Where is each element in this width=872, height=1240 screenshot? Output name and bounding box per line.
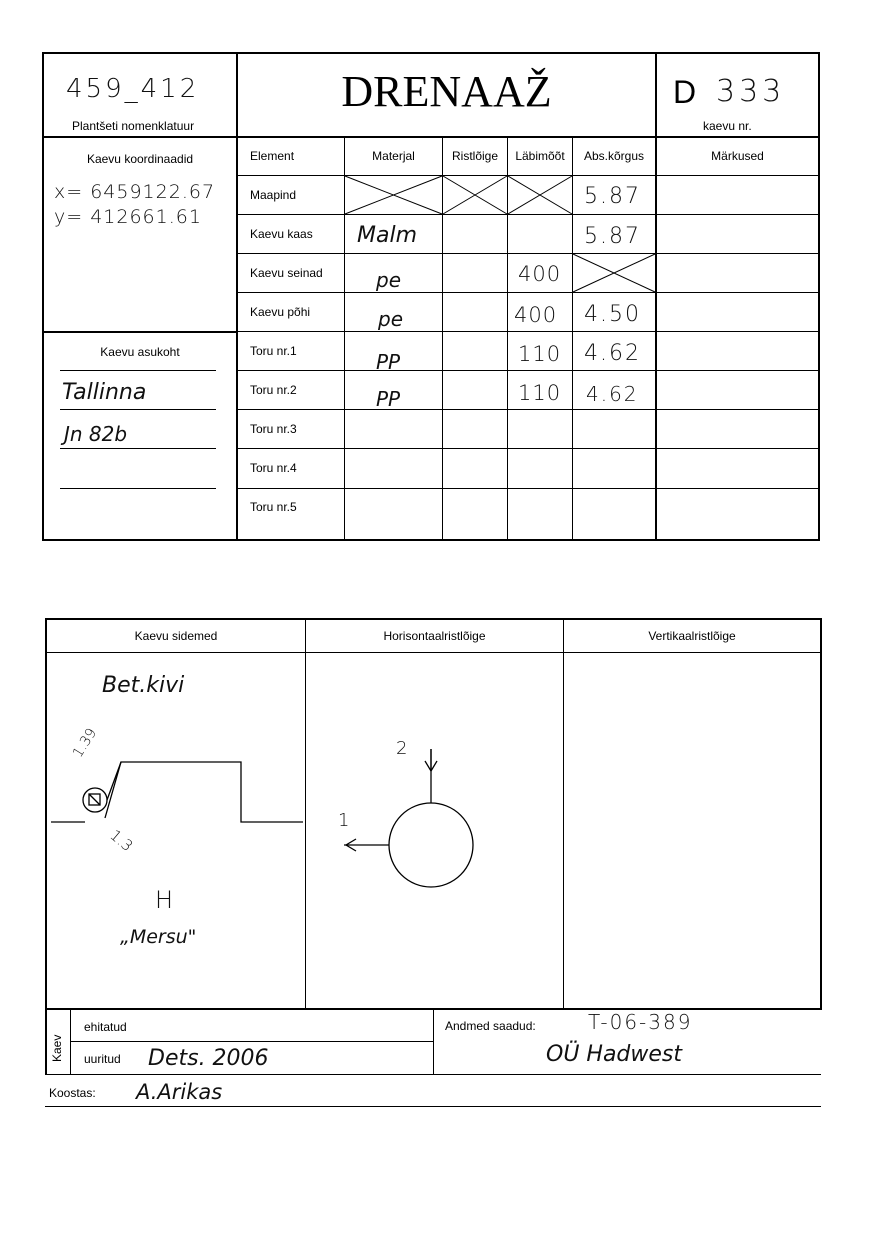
materjal-toru-1: PP [376,350,401,374]
header-abs: Abs.kõrgus [583,149,645,163]
pipe-label-left: 1 [338,810,350,831]
header-ristloige: Ristlõige [451,149,499,163]
row-element-5: Toru nr.1 [250,344,297,358]
materjal-kaevu-kaas: Malm [357,223,418,248]
col-header-sidemed: Kaevu sidemed [134,629,218,643]
labimoot-kaevu-pohi: 400 [514,303,558,327]
abs-maapind: 5.87 [584,184,641,209]
materjal-kaevu-pohi: pe [378,307,403,331]
col-header-vertikaal: Vertikaalristlõige [648,629,736,643]
row-element-2: Kaevu kaas [250,227,313,241]
abs-toru-1: 4.62 [584,341,641,366]
well-number-prefix: D [673,74,697,110]
sketch-dim-bottom: 1.3 [106,826,137,856]
ehitatud-label: ehitatud [84,1020,127,1034]
header-element: Element [250,149,295,163]
cross-marks [0,0,872,560]
coordinates-label: Kaevu koordinaadid [86,152,194,166]
pipe-label-top: 2 [396,738,408,759]
row-element-3: Kaevu seinad [250,266,323,280]
labimoot-toru-2: 110 [518,381,562,405]
uuritud-value: Dets. 2006 [148,1046,269,1071]
well-number-value: 333 [716,74,786,109]
header-labimoot: Läbimõõt [515,149,565,163]
koostas-label: Koostas: [49,1086,96,1100]
sketch-material-note: Bet.kivi [102,673,185,698]
materjal-kaevu-seinad: pe [376,268,401,292]
row-element-7: Toru nr.3 [250,422,297,436]
row-element-8: Toru nr.4 [250,461,297,475]
coordinate-y: y= 412661.61 [54,206,202,228]
col-header-horisontaal: Horisontaalristlõige [383,629,486,643]
kaev-label: Kaev [50,1034,64,1062]
sheet-nomenclature-value: 459_412 [66,74,200,104]
andmed-value-1: T-06-389 [588,1010,693,1034]
labimoot-toru-1: 110 [518,342,562,366]
uuritud-label: uuritud [84,1052,121,1066]
sheet-nomenclature-label: Plantšeti nomenklatuur [72,119,195,133]
labimoot-kaevu-seinad: 400 [518,262,562,286]
header-markused: Märkused [711,149,764,163]
coordinate-x: x= 6459122.67 [54,181,216,203]
row-element-9: Toru nr.5 [250,500,297,514]
location-line-2: Jn 82b [64,422,128,446]
row-element-6: Toru nr.2 [250,383,297,397]
andmed-value-2: OÜ Hadwest [546,1042,683,1067]
location-label: Kaevu asukoht [100,345,180,359]
row-element-1: Maapind [250,188,297,202]
sketch-building-name: „Mersu" [120,926,197,948]
andmed-label: Andmed saadud: [445,1019,536,1033]
sketch-dim-top: 1.39 [70,725,101,761]
location-line-1: Tallinna [62,380,147,405]
abs-kaevu-pohi: 4.50 [584,302,641,327]
row-element-4: Kaevu põhi [250,305,311,319]
materjal-toru-2: PP [376,387,401,411]
sketch-building-letter: H [155,886,174,914]
well-number-label: kaevu nr. [703,119,752,133]
koostas-value: A.Arikas [136,1080,223,1104]
header-materjal: Materjal [372,149,415,163]
page-title: DRENAAŽ [341,67,552,116]
abs-kaevu-kaas: 5.87 [584,224,641,249]
abs-toru-2: 4.62 [586,382,639,406]
